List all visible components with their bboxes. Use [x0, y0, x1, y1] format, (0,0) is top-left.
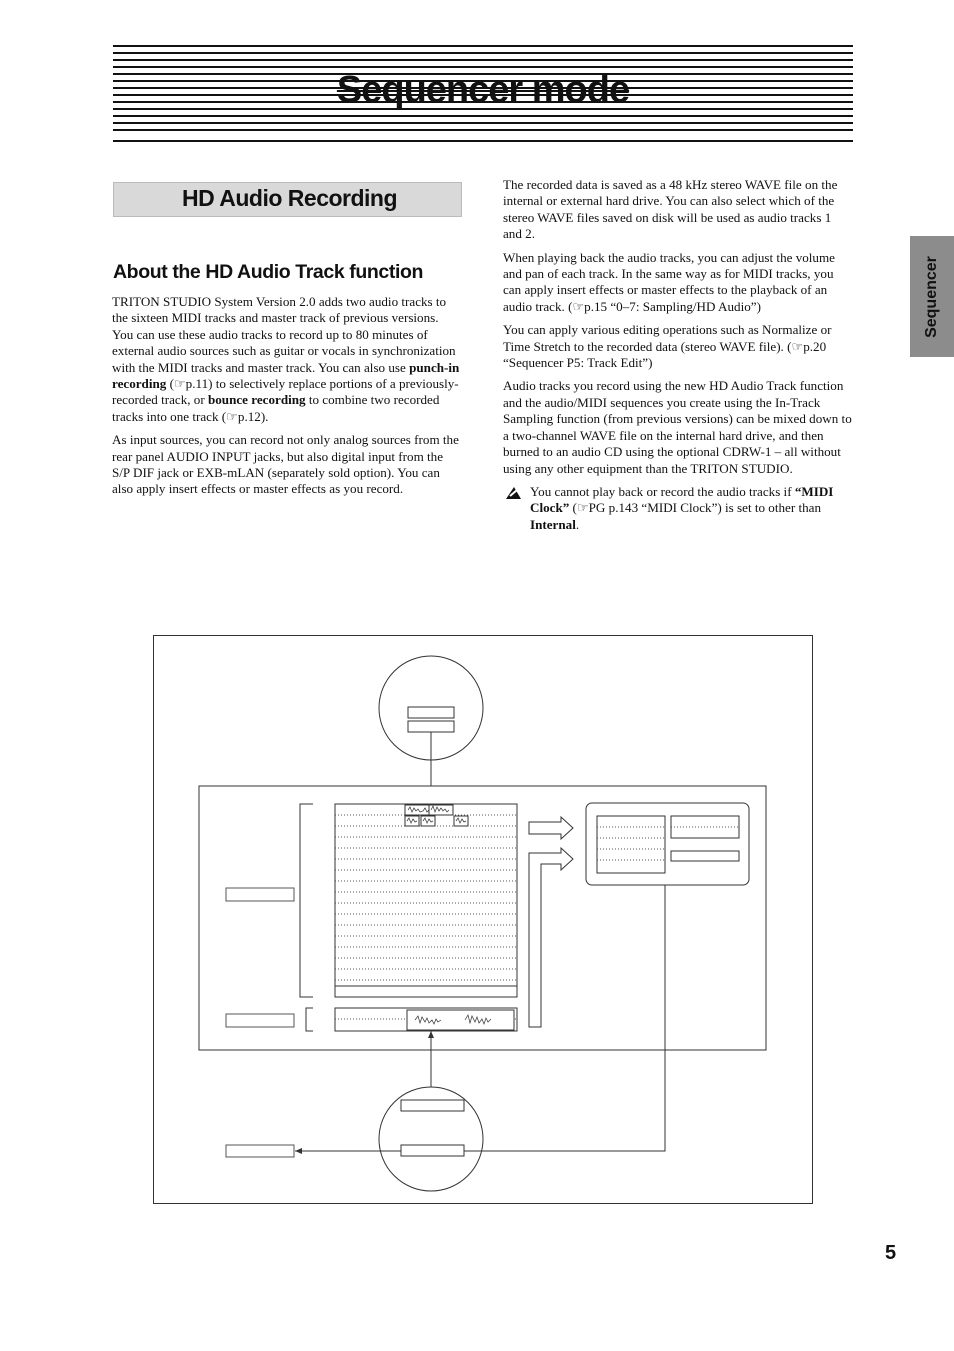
paragraph: As input sources, you can record not only analog sources from the rear panel AUDIO INPUT jacks, but also digital input from the S/P DIF jack or EXB-mLAN (separately sold option). You can also apply insert effects or master effects as you record.	[112, 432, 459, 497]
paragraph: TRITON STUDIO System Version 2.0 adds two audio tracks to the sixteen MIDI tracks and master track of previous versions.	[112, 294, 447, 326]
caution-note: You cannot play back or record the audio tracks if “MIDI Clock” (☞PG p.143 “MIDI Clock”) is set to other than Internal.	[503, 484, 853, 533]
section-heading-text: HD Audio Recording	[182, 185, 398, 211]
section-heading	[113, 182, 462, 217]
paragraph: Audio tracks you record using the new HD Audio Track function and the audio/MIDI sequences you create using the In-Track Sampling function (from previous versions) can be mixed down to a two-channel WAVE file on the internal hard drive, and then burned to an audio CD using the optional CDRW-1 – all without using any other equipment than the TRITON STUDIO.	[503, 378, 852, 476]
side-tab-label: Sequencer	[923, 255, 940, 338]
right-column	[503, 177, 853, 533]
page-title: Sequencer mode	[336, 69, 630, 111]
caution-icon	[504, 485, 523, 500]
paragraph: You can use these audio tracks to record up to 80 minutes of external audio sources such as guitar or vocals in synchronization with the MIDI tracks and master track. You can also use punch-in recording (☞p.11) to selectively replace portions of a previously-recorded track, or bounce recording to combine two recorded tracks into one track (☞p.12).	[112, 326, 460, 424]
side-tab	[910, 236, 954, 357]
paragraph: When playing back the audio tracks, you can adjust the volume and pan of each track. In the same way as for MIDI tracks, you can apply insert effects or master effects to the playback of an audio track. (☞p.15 “0–7: Sampling/HD Audio”)	[503, 249, 835, 314]
signal-flow-diagram	[153, 635, 813, 1204]
paragraph: You can apply various editing operations such as Normalize or Time Stretch to the recorded data (stereo WAVE file). (☞p.20 “Sequencer P5: Track Edit”)	[503, 322, 832, 371]
midi-track-grid	[335, 804, 517, 997]
paragraph: The recorded data is saved as a 48 kHz stereo WAVE file on the internal or external hard drive. You can also select which of the stereo WAVE files saved on disk will be used as audio tracks 1 and 2.	[503, 177, 838, 242]
page-number: 5	[885, 1242, 897, 1264]
subsection-heading: About the HD Audio Track function	[113, 261, 423, 283]
left-column	[112, 294, 462, 505]
title-band	[113, 45, 853, 142]
